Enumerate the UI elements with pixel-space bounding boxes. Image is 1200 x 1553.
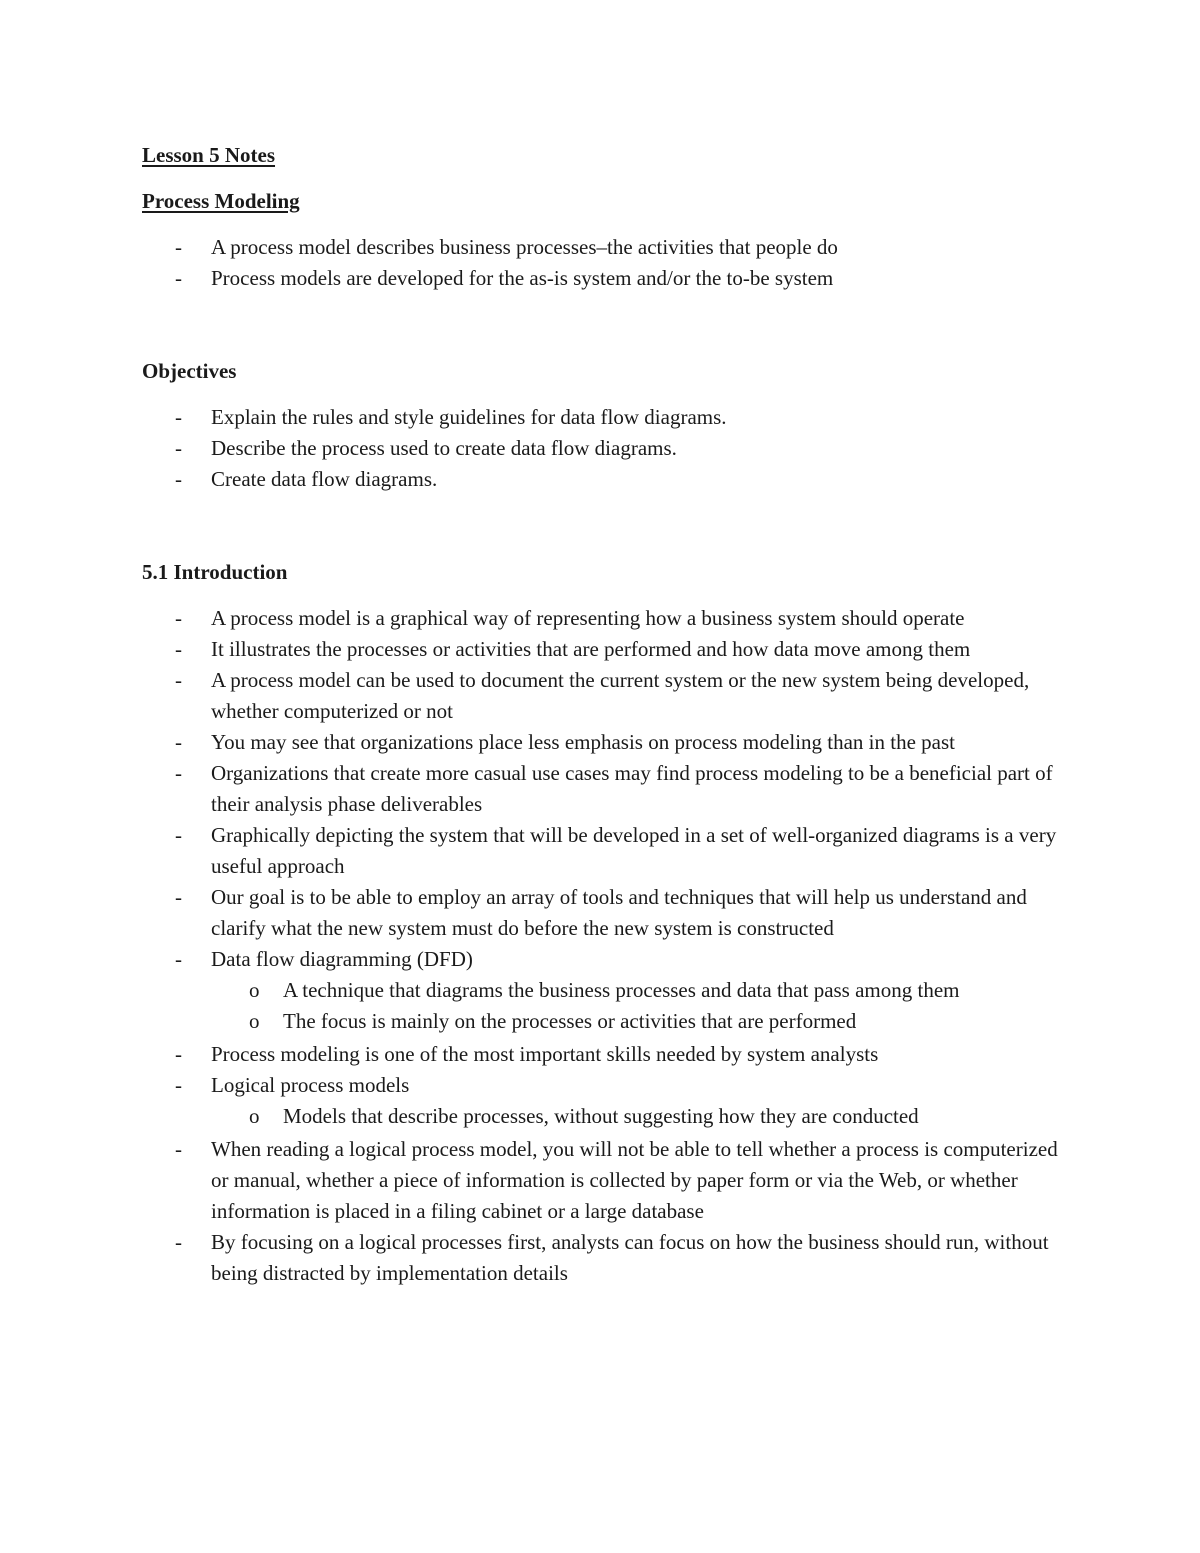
dash-bullet: - [175, 436, 182, 460]
list-item: - Describe the process used to create data flow diagrams. [142, 433, 1072, 464]
sub-list-item: o A technique that diagrams the business processes and data that pass among them [211, 975, 1072, 1006]
dfd-sublist [211, 975, 1072, 1037]
dash-bullet: - [175, 668, 182, 692]
sub-list-item: o The focus is mainly on the processes or activities that are performed [211, 1006, 1072, 1037]
dash-bullet: - [175, 947, 182, 971]
dash-bullet: - [175, 885, 182, 909]
list-item: - Our goal is to be able to employ an array of tools and techniques that will help us understand and clarify what the new system must do before the new system is constructed [142, 882, 1072, 944]
list-item: - A process model is a graphical way of representing how a business system should operate [142, 603, 1072, 634]
spacer [142, 495, 1072, 557]
list-item: - A process model describes business processes–the activities that people do [142, 232, 1072, 263]
dash-bullet: - [175, 1137, 182, 1161]
dash-bullet: - [175, 606, 182, 630]
logical-sublist [211, 1101, 1072, 1132]
dash-bullet: - [175, 1073, 182, 1097]
list-item: - Process models are developed for the as-is system and/or the to-be system [142, 263, 1072, 294]
list-item: - A process model can be used to document the current system or the new system being developed, whether computerized or not [142, 665, 1072, 727]
circle-bullet: o [249, 1009, 260, 1033]
dash-bullet: - [175, 637, 182, 661]
dash-bullet: - [175, 235, 182, 259]
list-item: - You may see that organizations place less emphasis on process modeling than in the past [142, 727, 1072, 758]
list-item: - It illustrates the processes or activities that are performed and how data move among them [142, 634, 1072, 665]
introduction-heading: 5.1 Introduction [142, 560, 288, 584]
list-item: - Create data flow diagrams. [142, 464, 1072, 495]
dash-bullet: - [175, 730, 182, 754]
introduction-list [142, 603, 1072, 1289]
circle-bullet: o [249, 1104, 260, 1128]
list-item: - Data flow diagramming (DFD) o A technique that diagrams the business processes and data that pass among them o The focus is mainly on the processes or activities that are performed [142, 944, 1072, 1037]
list-item: - Process modeling is one of the most important skills needed by system analysts [142, 1039, 1072, 1070]
objectives-list [142, 402, 1072, 495]
objectives-heading: Objectives [142, 359, 237, 383]
dash-bullet: - [175, 761, 182, 785]
list-item: - When reading a logical process model, you will not be able to tell whether a process is computerized or manual, whether a piece of information is collected by paper form or via the Web, or whether information is placed in a filing cabinet or a large database [142, 1134, 1072, 1227]
list-item: - By focusing on a logical processes first, analysts can focus on how the business should run, without being distracted by implementation details [142, 1227, 1072, 1289]
list-item: - Logical process models o Models that describe processes, without suggesting how they are conducted [142, 1070, 1072, 1132]
dash-bullet: - [175, 1230, 182, 1254]
process-modeling-heading: Process Modeling [142, 189, 300, 213]
lesson-title: Lesson 5 Notes [142, 143, 276, 167]
dash-bullet: - [175, 823, 182, 847]
sub-list-item: o Models that describe processes, without suggesting how they are conducted [211, 1101, 1072, 1132]
circle-bullet: o [249, 978, 260, 1002]
dash-bullet: - [175, 405, 182, 429]
list-item: - Explain the rules and style guidelines for data flow diagrams. [142, 402, 1072, 433]
list-item: - Graphically depicting the system that will be developed in a set of well-organized diagrams is a very useful approach [142, 820, 1072, 882]
spacer [142, 294, 1072, 356]
process-modeling-list [142, 232, 1072, 294]
dash-bullet: - [175, 467, 182, 491]
list-item: - Organizations that create more casual use cases may find process modeling to be a beneficial part of their analysis phase deliverables [142, 758, 1072, 820]
dash-bullet: - [175, 266, 182, 290]
dash-bullet: - [175, 1042, 182, 1066]
document-page [142, 140, 1072, 1289]
